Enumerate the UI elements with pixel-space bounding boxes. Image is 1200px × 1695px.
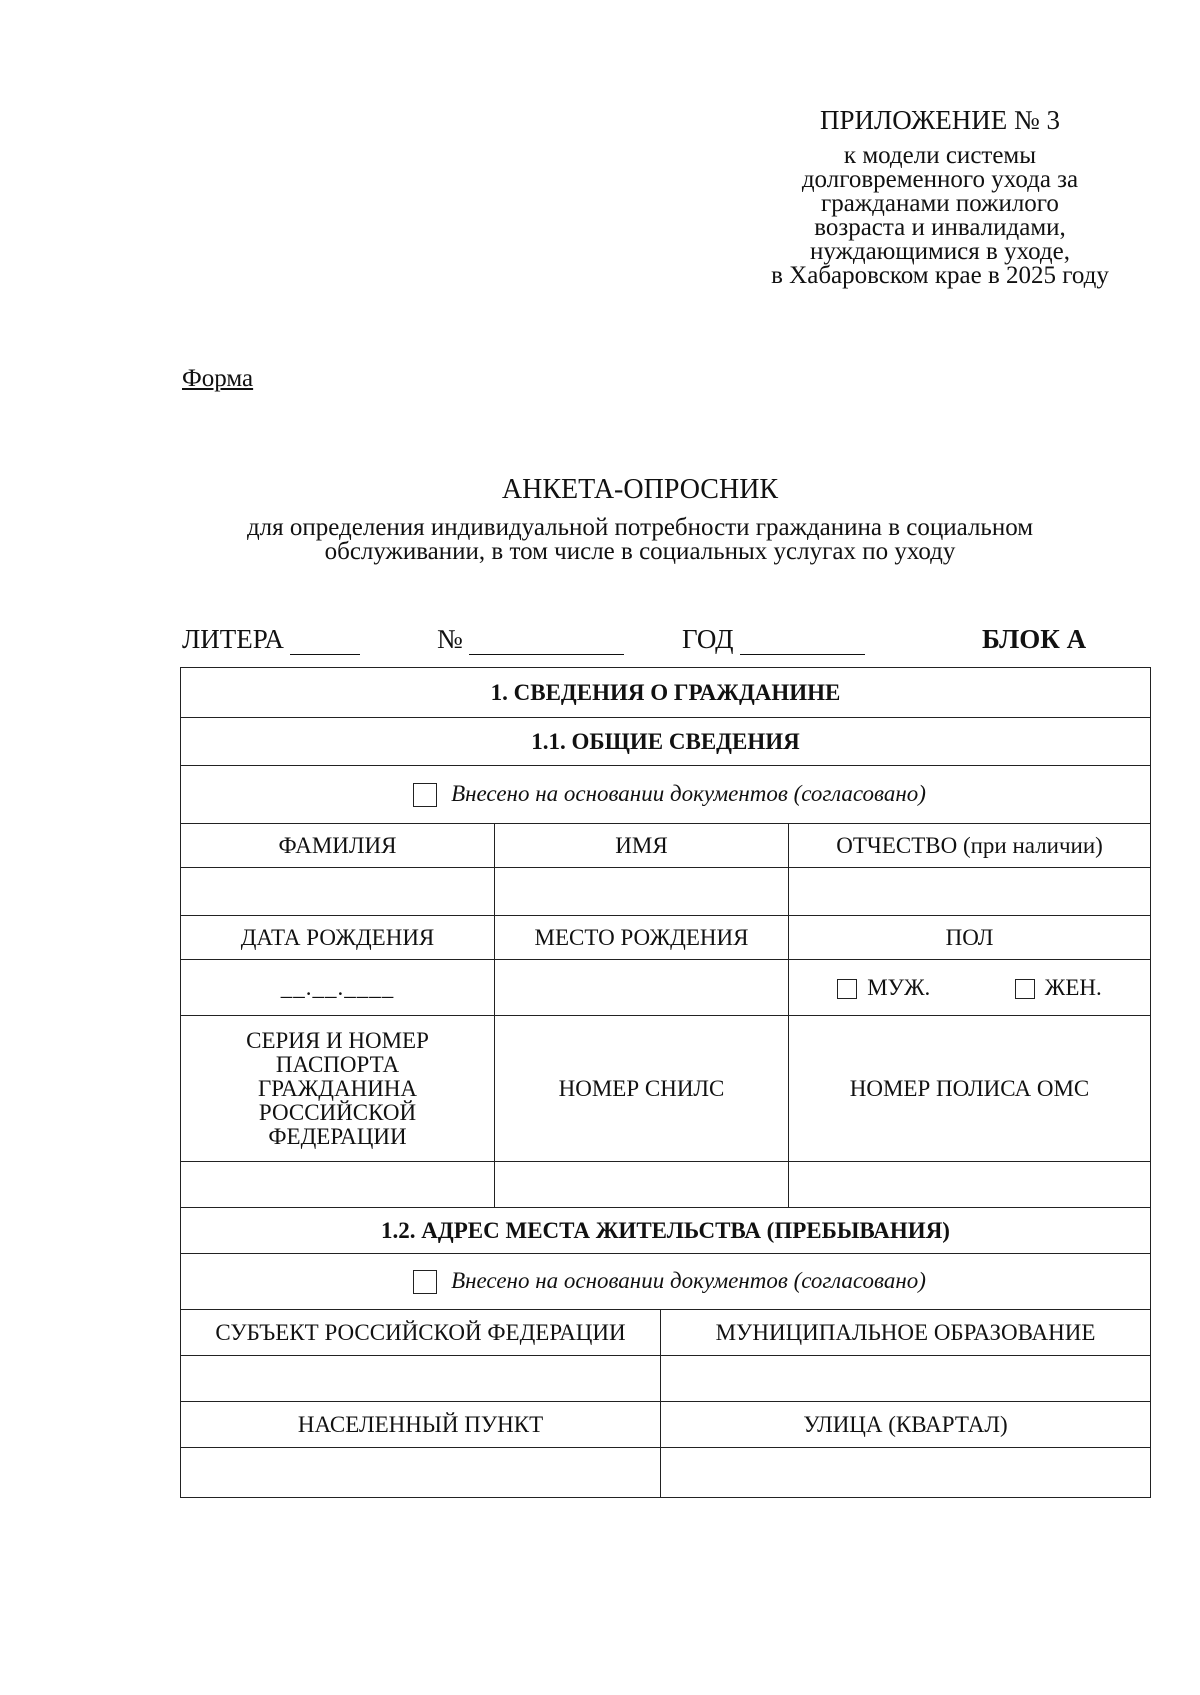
passport-header-line: СЕРИЯ И НОМЕР — [246, 1027, 429, 1053]
appendix-title: ПРИЛОЖЕНИЕ № 3 — [819, 105, 1061, 135]
document-subtitle — [160, 516, 1120, 564]
subtitle-line: обслуживании, в том числе в социальных услугах по уходу — [324, 538, 956, 565]
locality-header: НАСЕЛЕННЫЙ ПУНКТ — [181, 1402, 661, 1448]
documents-agreed-checkbox[interactable] — [413, 783, 437, 807]
region-input[interactable] — [181, 1356, 661, 1402]
street-input[interactable] — [661, 1448, 1151, 1498]
litera-blank[interactable] — [290, 630, 360, 655]
passport-header-line: РОССИЙСКОЙ — [258, 1099, 417, 1125]
appendix-line: нуждающимися в уходе, — [810, 238, 1070, 265]
surname-input[interactable] — [181, 868, 495, 916]
sex-female-label: ЖЕН. — [1044, 974, 1102, 1000]
year-blank[interactable] — [740, 630, 865, 655]
subsection-title: 1.2. АДРЕС МЕСТА ЖИТЕЛЬСТВА (ПРЕБЫВАНИЯ) — [181, 1208, 1151, 1254]
form-label: Форма — [182, 365, 254, 392]
subsection-title: 1.1. ОБЩИЕ СВЕДЕНИЯ — [181, 718, 1151, 766]
block-label: БЛОК А — [982, 624, 1087, 654]
passport-header-line: ПАСПОРТА — [275, 1051, 400, 1077]
number-label: № — [437, 624, 463, 654]
passport-header — [181, 1016, 495, 1162]
litera-field[interactable] — [182, 624, 360, 655]
litera-label: ЛИТЕРА — [182, 624, 284, 654]
documents-agreed-label: Внесено на основании документов (согласовано) — [451, 780, 926, 806]
sex-options — [789, 960, 1151, 1016]
documents-note-row — [181, 766, 1151, 824]
locality-input[interactable] — [181, 1448, 661, 1498]
snils-input[interactable] — [495, 1162, 789, 1208]
birthdate-header: ДАТА РОЖДЕНИЯ — [181, 916, 495, 960]
document-title: АНКЕТА-ОПРОСНИК — [501, 474, 779, 505]
appendix-line: долговременного ухода за — [801, 166, 1079, 193]
appendix-line: в Хабаровском крае в 2025 году — [771, 262, 1109, 289]
passport-header-line: ГРАЖДАНИНА — [257, 1075, 418, 1101]
name-header: ИМЯ — [495, 824, 789, 868]
oms-input[interactable] — [789, 1162, 1151, 1208]
address-documents-agreed-label: Внесено на основании документов (согласовано) — [451, 1267, 926, 1293]
sex-male-option[interactable] — [837, 976, 930, 1000]
snils-header: НОМЕР СНИЛС — [495, 1016, 789, 1162]
sex-header: ПОЛ — [789, 916, 1151, 960]
patronymic-header: ОТЧЕСТВО (при наличии) — [789, 824, 1151, 868]
appendix-header — [700, 105, 1180, 289]
year-field[interactable] — [682, 624, 865, 655]
passport-header-line: ФЕДЕРАЦИИ — [268, 1123, 407, 1149]
form-meta-row — [182, 624, 1102, 660]
address-documents-agreed-checkbox[interactable] — [413, 1270, 437, 1294]
sex-male-checkbox[interactable] — [837, 979, 857, 999]
section-title: 1. СВЕДЕНИЯ О ГРАЖДАНИНЕ — [181, 668, 1151, 718]
sex-female-option[interactable] — [1015, 976, 1102, 1000]
passport-input[interactable] — [181, 1162, 495, 1208]
citizen-info-table — [180, 667, 1151, 1498]
number-blank[interactable] — [469, 630, 624, 655]
birthplace-input[interactable] — [495, 960, 789, 1016]
address-documents-note-row — [181, 1254, 1151, 1310]
oms-header: НОМЕР ПОЛИСА ОМС — [789, 1016, 1151, 1162]
name-input[interactable] — [495, 868, 789, 916]
number-field[interactable] — [437, 624, 624, 655]
patronymic-input[interactable] — [789, 868, 1151, 916]
appendix-line: к модели системы — [843, 142, 1037, 169]
appendix-line: возраста и инвалидами, — [814, 214, 1066, 241]
sex-female-checkbox[interactable] — [1015, 979, 1035, 999]
street-header: УЛИЦА (КВАРТАЛ) — [661, 1402, 1151, 1448]
region-header: СУБЪЕКТ РОССИЙСКОЙ ФЕДЕРАЦИИ — [181, 1310, 661, 1356]
municipality-header: МУНИЦИПАЛЬНОЕ ОБРАЗОВАНИЕ — [661, 1310, 1151, 1356]
birthplace-header: МЕСТО РОЖДЕНИЯ — [495, 916, 789, 960]
surname-header: ФАМИЛИЯ — [181, 824, 495, 868]
appendix-line: гражданами пожилого — [821, 190, 1059, 217]
birthdate-input[interactable]: __.__.____ — [181, 960, 495, 1016]
subtitle-line: для определения индивидуальной потребности гражданина в социальном — [246, 514, 1034, 541]
year-label: ГОД — [682, 624, 734, 654]
municipality-input[interactable] — [661, 1356, 1151, 1402]
sex-male-label: МУЖ. — [867, 974, 931, 1000]
